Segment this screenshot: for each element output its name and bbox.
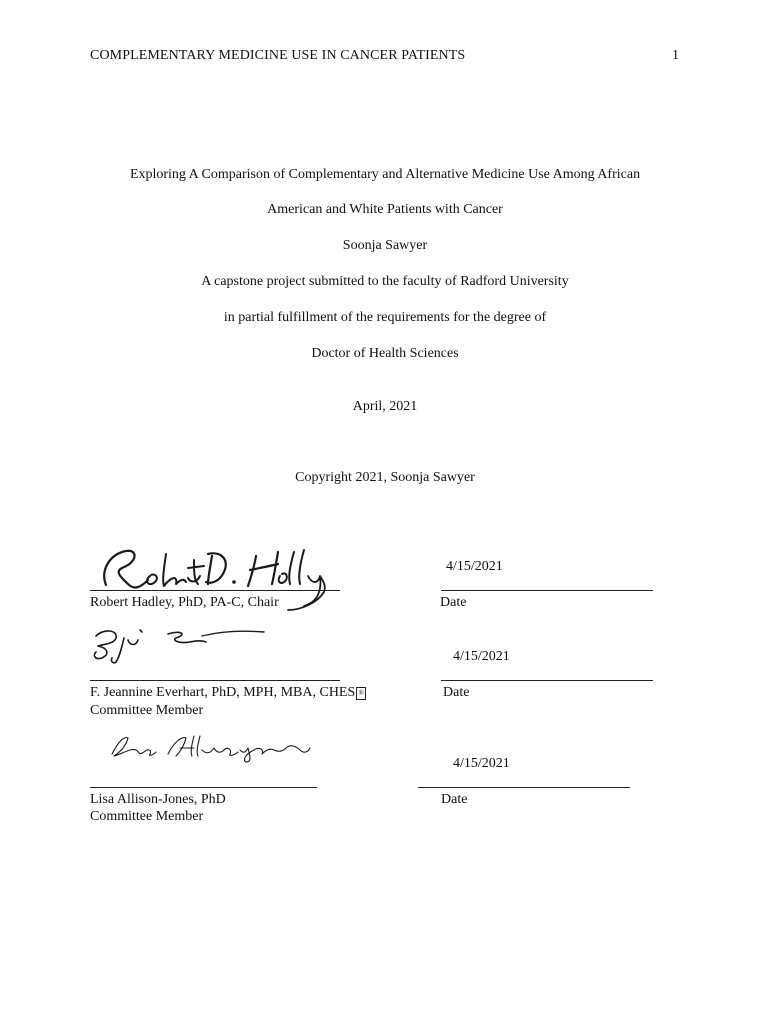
date-line-1 bbox=[441, 590, 653, 591]
date-label-1: Date bbox=[440, 595, 467, 610]
running-head: COMPLEMENTARY MEDICINE USE IN CANCER PATIENTS bbox=[90, 48, 466, 63]
degree-name: Doctor of Health Sciences bbox=[311, 346, 459, 361]
author-name: Soonja Sawyer bbox=[342, 238, 428, 253]
signer-name-1: Robert Hadley, PhD, PA-C, Chair bbox=[90, 595, 279, 610]
title-line-2: American and White Patients with Cancer bbox=[267, 202, 503, 217]
registered-mark: ® bbox=[356, 687, 366, 700]
signer-role-2: Committee Member bbox=[90, 703, 204, 718]
date-line-2 bbox=[441, 680, 653, 681]
submission-date: April, 2021 bbox=[352, 399, 418, 414]
submission-line-1: A capstone project submitted to the faculty of Radford University bbox=[201, 274, 569, 289]
signer-name-2 bbox=[90, 685, 366, 701]
signature-lisa-allison-jones bbox=[102, 728, 312, 766]
title-line-1: Exploring A Comparison of Complementary and Alternative Medicine Use Among African bbox=[129, 167, 641, 182]
copyright-notice: Copyright 2021, Soonja Sawyer bbox=[295, 470, 475, 485]
signed-date-1: 4/15/2021 bbox=[446, 559, 503, 574]
signature-line-3 bbox=[90, 787, 317, 788]
submission-line-2: in partial fulfillment of the requirements for the degree of bbox=[223, 310, 547, 325]
signed-date-3: 4/15/2021 bbox=[453, 756, 510, 771]
signer-role-3: Committee Member bbox=[90, 809, 204, 824]
page-number: 1 bbox=[672, 48, 680, 63]
signature-line-1 bbox=[90, 590, 340, 591]
signer-name-2-text: F. Jeannine Everhart, PhD, MPH, MBA, CHES bbox=[90, 685, 356, 700]
date-line-3 bbox=[418, 787, 630, 788]
signer-name-3: Lisa Allison-Jones, PhD bbox=[90, 792, 226, 807]
signature-line-2 bbox=[90, 680, 340, 681]
signature-jeannine-everhart bbox=[88, 622, 268, 666]
signed-date-2: 4/15/2021 bbox=[453, 649, 510, 664]
date-label-3: Date bbox=[441, 792, 468, 807]
date-label-2: Date bbox=[443, 685, 470, 700]
